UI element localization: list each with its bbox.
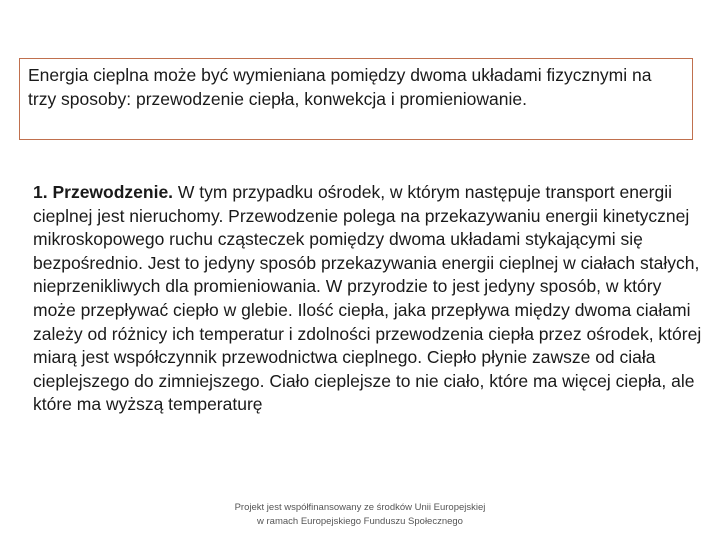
footer-line-2: w ramach Europejskiego Funduszu Społecznego	[257, 516, 463, 527]
intro-text: Energia cieplna może być wymieniana pomiędzy dwoma układami fizycznymi na trzy sposoby: przewodzenie ciepła, konwekcja i promieniowanie.	[28, 65, 652, 109]
section-body: W tym przypadku ośrodek, w którym następuje transport energii cieplnej jest nieruchomy. Przewodzenie polega na przekazywaniu energii kinetycznej mikroskopowego ruchu cząsteczek pomiędzy dwoma układami stykającymi się bezpośrednio. Jest to jedyny sposób przekazywania energii cieplnej w ciałach stałych, nieprzenikliwych dla promieniowania. W przyrodzie to jest jedyny sposób, w który może przepływać ciepło w glebie. Ilość ciepła, jaka przepływa między dwoma ciałami zależy od różnicy ich temperatur i zdolności przewodzenia ciepła przez ośrodek, której miarą jest współczynnik przewodnictwa cieplnego. Ciepło płynie zawsze od ciała cieplejszego do zimniejszego. Ciało cieplejsze to nie ciało, które ma więcej ciepła, ale które ma wyższą temperaturę	[33, 182, 702, 415]
intro-box	[19, 58, 693, 140]
footer-line-1: Projekt jest współfinansowany ze środków Unii Europejskiej	[234, 502, 486, 513]
section-heading: 1. Przewodzenie.	[33, 182, 174, 202]
section-conduction	[33, 181, 705, 417]
footer	[160, 501, 560, 529]
